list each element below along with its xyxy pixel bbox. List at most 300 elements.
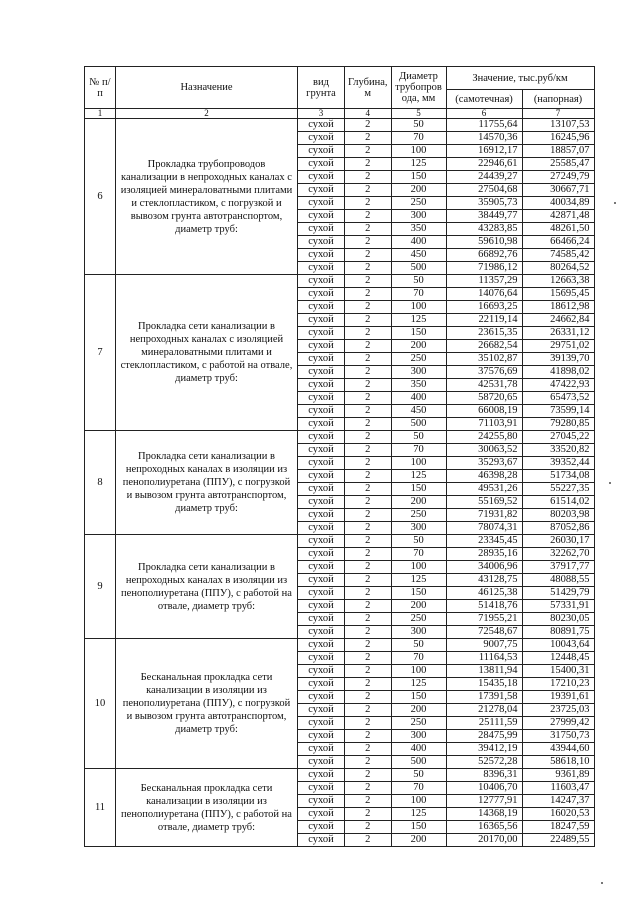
soil-cell: сухой — [298, 444, 345, 457]
diameter-cell: 400 — [391, 236, 446, 249]
gravity-value-cell: 51418,76 — [446, 600, 522, 613]
diameter-cell: 150 — [391, 171, 446, 184]
depth-cell: 2 — [345, 821, 392, 834]
pressure-value-cell: 31750,73 — [522, 730, 594, 743]
table-body — [85, 119, 595, 847]
header-purpose: Назначение — [116, 67, 298, 109]
depth-cell: 2 — [345, 834, 392, 847]
soil-cell: сухой — [298, 821, 345, 834]
depth-cell: 2 — [345, 483, 392, 496]
group-description: Бесканальная прокладка сети канализации в изоляции из пенополиуретана (ППУ), с погрузкой и вывозом грунта автотранспортом, диаметр труб: — [116, 639, 298, 769]
gravity-value-cell: 46125,38 — [446, 587, 522, 600]
soil-cell: сухой — [298, 509, 345, 522]
depth-cell: 2 — [345, 418, 392, 431]
pressure-value-cell: 14247,37 — [522, 795, 594, 808]
diameter-cell: 70 — [391, 782, 446, 795]
gravity-value-cell: 55169,52 — [446, 496, 522, 509]
diameter-cell: 300 — [391, 210, 446, 223]
pressure-value-cell: 79280,85 — [522, 418, 594, 431]
diameter-cell: 100 — [391, 795, 446, 808]
diameter-cell: 70 — [391, 548, 446, 561]
soil-cell: сухой — [298, 574, 345, 587]
gravity-value-cell: 66892,76 — [446, 249, 522, 262]
header-soil: вид грунта — [298, 67, 345, 109]
soil-cell: сухой — [298, 769, 345, 782]
pressure-value-cell: 22489,55 — [522, 834, 594, 847]
gravity-value-cell: 71986,12 — [446, 262, 522, 275]
depth-cell: 2 — [345, 756, 392, 769]
pressure-value-cell: 12448,45 — [522, 652, 594, 665]
diameter-cell: 350 — [391, 379, 446, 392]
gravity-value-cell: 20170,00 — [446, 834, 522, 847]
gravity-value-cell: 39412,19 — [446, 743, 522, 756]
gravity-value-cell: 71955,21 — [446, 613, 522, 626]
soil-cell: сухой — [298, 678, 345, 691]
depth-cell: 2 — [345, 223, 392, 236]
diameter-cell: 350 — [391, 223, 446, 236]
gravity-value-cell: 43128,75 — [446, 574, 522, 587]
diameter-cell: 300 — [391, 366, 446, 379]
gravity-value-cell: 30063,52 — [446, 444, 522, 457]
gravity-value-cell: 43283,85 — [446, 223, 522, 236]
diameter-cell: 100 — [391, 665, 446, 678]
soil-cell: сухой — [298, 288, 345, 301]
depth-cell: 2 — [345, 678, 392, 691]
gravity-value-cell: 26682,54 — [446, 340, 522, 353]
header-gravity: (самотечная) — [446, 90, 522, 109]
soil-cell: сухой — [298, 561, 345, 574]
diameter-cell: 50 — [391, 535, 446, 548]
depth-cell: 2 — [345, 574, 392, 587]
soil-cell: сухой — [298, 314, 345, 327]
soil-cell: сухой — [298, 457, 345, 470]
column-number: 6 — [446, 109, 522, 119]
column-number: 2 — [116, 109, 298, 119]
soil-cell: сухой — [298, 743, 345, 756]
diameter-cell: 100 — [391, 561, 446, 574]
pressure-value-cell: 23725,03 — [522, 704, 594, 717]
depth-cell: 2 — [345, 587, 392, 600]
soil-cell: сухой — [298, 522, 345, 535]
depth-cell: 2 — [345, 158, 392, 171]
pressure-value-cell: 25585,47 — [522, 158, 594, 171]
diameter-cell: 250 — [391, 353, 446, 366]
depth-cell: 2 — [345, 288, 392, 301]
column-number: 3 — [298, 109, 345, 119]
gravity-value-cell: 8396,31 — [446, 769, 522, 782]
pressure-value-cell: 30667,71 — [522, 184, 594, 197]
soil-cell: сухой — [298, 587, 345, 600]
depth-cell: 2 — [345, 470, 392, 483]
soil-cell: сухой — [298, 639, 345, 652]
pressure-value-cell: 43944,60 — [522, 743, 594, 756]
gravity-value-cell: 22119,14 — [446, 314, 522, 327]
pressure-value-cell: 26030,17 — [522, 535, 594, 548]
diameter-cell: 200 — [391, 184, 446, 197]
diameter-cell: 100 — [391, 301, 446, 314]
soil-cell: сухой — [298, 171, 345, 184]
pressure-value-cell: 15400,31 — [522, 665, 594, 678]
depth-cell: 2 — [345, 249, 392, 262]
column-number: 1 — [85, 109, 116, 119]
diameter-cell: 250 — [391, 509, 446, 522]
diameter-cell: 150 — [391, 691, 446, 704]
group-number: 8 — [85, 431, 116, 535]
depth-cell: 2 — [345, 717, 392, 730]
gravity-value-cell: 24255,80 — [446, 431, 522, 444]
soil-cell: сухой — [298, 184, 345, 197]
header-row — [85, 67, 595, 90]
group-description: Бесканальная прокладка сети канализации в изоляции из пенополиуретана (ППУ), с работой на отвале, диаметр труб: — [116, 769, 298, 847]
gravity-value-cell: 28935,16 — [446, 548, 522, 561]
header-pressure: (напорная) — [522, 90, 594, 109]
soil-cell: сухой — [298, 808, 345, 821]
gravity-value-cell: 11357,29 — [446, 275, 522, 288]
pressure-value-cell: 33520,82 — [522, 444, 594, 457]
gravity-value-cell: 27504,68 — [446, 184, 522, 197]
table-row — [85, 119, 595, 132]
depth-cell: 2 — [345, 704, 392, 717]
gravity-value-cell: 23615,35 — [446, 327, 522, 340]
soil-cell: сухой — [298, 626, 345, 639]
soil-cell: сухой — [298, 249, 345, 262]
diameter-cell: 200 — [391, 834, 446, 847]
pressure-value-cell: 66466,24 — [522, 236, 594, 249]
pressure-value-cell: 19391,61 — [522, 691, 594, 704]
depth-cell: 2 — [345, 210, 392, 223]
diameter-cell: 500 — [391, 756, 446, 769]
depth-cell: 2 — [345, 561, 392, 574]
depth-cell: 2 — [345, 769, 392, 782]
soil-cell: сухой — [298, 197, 345, 210]
header-value: Значение, тыс.руб/км — [446, 67, 594, 90]
gravity-value-cell: 16912,17 — [446, 145, 522, 158]
soil-cell: сухой — [298, 795, 345, 808]
depth-cell: 2 — [345, 379, 392, 392]
soil-cell: сухой — [298, 431, 345, 444]
depth-cell: 2 — [345, 314, 392, 327]
gravity-value-cell: 71931,82 — [446, 509, 522, 522]
soil-cell: сухой — [298, 496, 345, 509]
pressure-value-cell: 73599,14 — [522, 405, 594, 418]
diameter-cell: 150 — [391, 483, 446, 496]
depth-cell: 2 — [345, 600, 392, 613]
soil-cell: сухой — [298, 145, 345, 158]
depth-cell: 2 — [345, 366, 392, 379]
soil-cell: сухой — [298, 782, 345, 795]
table-row — [85, 769, 595, 782]
depth-cell: 2 — [345, 730, 392, 743]
gravity-value-cell: 14570,36 — [446, 132, 522, 145]
depth-cell: 2 — [345, 405, 392, 418]
header-number: № п/п — [85, 67, 116, 109]
gravity-value-cell: 17391,58 — [446, 691, 522, 704]
depth-cell: 2 — [345, 795, 392, 808]
diameter-cell: 50 — [391, 119, 446, 132]
soil-cell: сухой — [298, 548, 345, 561]
soil-cell: сухой — [298, 353, 345, 366]
soil-cell: сухой — [298, 652, 345, 665]
depth-cell: 2 — [345, 691, 392, 704]
soil-cell: сухой — [298, 756, 345, 769]
gravity-value-cell: 9007,75 — [446, 639, 522, 652]
diameter-cell: 50 — [391, 275, 446, 288]
table-row — [85, 275, 595, 288]
group-number: 10 — [85, 639, 116, 769]
diameter-cell: 400 — [391, 743, 446, 756]
depth-cell: 2 — [345, 145, 392, 158]
gravity-value-cell: 35293,67 — [446, 457, 522, 470]
soil-cell: сухой — [298, 717, 345, 730]
depth-cell: 2 — [345, 626, 392, 639]
pressure-value-cell: 16020,53 — [522, 808, 594, 821]
diameter-cell: 70 — [391, 132, 446, 145]
gravity-value-cell: 72548,67 — [446, 626, 522, 639]
diameter-cell: 150 — [391, 821, 446, 834]
pressure-value-cell: 41898,02 — [522, 366, 594, 379]
soil-cell: сухой — [298, 262, 345, 275]
depth-cell: 2 — [345, 132, 392, 145]
group-description: Прокладка сети канализации в непроходных каналах в изоляции из пенополиуретана (ППУ), с погрузкой и вывозом грунта автотранспортом, диаметр труб: — [116, 431, 298, 535]
pressure-value-cell: 47422,93 — [522, 379, 594, 392]
header-depth: Глубина, м — [345, 67, 392, 109]
diameter-cell: 150 — [391, 327, 446, 340]
pressure-value-cell: 58618,10 — [522, 756, 594, 769]
depth-cell: 2 — [345, 340, 392, 353]
gravity-value-cell: 14368,19 — [446, 808, 522, 821]
gravity-value-cell: 42531,78 — [446, 379, 522, 392]
depth-cell: 2 — [345, 184, 392, 197]
scan-speck — [609, 482, 611, 484]
pressure-value-cell: 51734,08 — [522, 470, 594, 483]
pressure-value-cell: 32262,70 — [522, 548, 594, 561]
soil-cell: сухой — [298, 704, 345, 717]
soil-cell: сухой — [298, 366, 345, 379]
gravity-value-cell: 66008,19 — [446, 405, 522, 418]
table-row — [85, 535, 595, 548]
diameter-cell: 500 — [391, 262, 446, 275]
soil-cell: сухой — [298, 834, 345, 847]
diameter-cell: 300 — [391, 522, 446, 535]
group-number: 6 — [85, 119, 116, 275]
pressure-value-cell: 11603,47 — [522, 782, 594, 795]
table-row — [85, 639, 595, 652]
pressure-value-cell: 15695,45 — [522, 288, 594, 301]
depth-cell: 2 — [345, 535, 392, 548]
depth-cell: 2 — [345, 262, 392, 275]
diameter-cell: 125 — [391, 808, 446, 821]
depth-cell: 2 — [345, 743, 392, 756]
gravity-value-cell: 35102,87 — [446, 353, 522, 366]
depth-cell: 2 — [345, 457, 392, 470]
depth-cell: 2 — [345, 236, 392, 249]
soil-cell: сухой — [298, 483, 345, 496]
soil-cell: сухой — [298, 132, 345, 145]
pressure-value-cell: 18612,98 — [522, 301, 594, 314]
diameter-cell: 70 — [391, 288, 446, 301]
group-number: 9 — [85, 535, 116, 639]
diameter-cell: 200 — [391, 340, 446, 353]
depth-cell: 2 — [345, 613, 392, 626]
depth-cell: 2 — [345, 353, 392, 366]
gravity-value-cell: 46398,28 — [446, 470, 522, 483]
pressure-value-cell: 42871,48 — [522, 210, 594, 223]
soil-cell: сухой — [298, 275, 345, 288]
depth-cell: 2 — [345, 171, 392, 184]
pressure-value-cell: 80891,75 — [522, 626, 594, 639]
gravity-value-cell: 34006,96 — [446, 561, 522, 574]
column-number: 5 — [391, 109, 446, 119]
diameter-cell: 200 — [391, 600, 446, 613]
pressure-value-cell: 13107,53 — [522, 119, 594, 132]
gravity-value-cell: 38449,77 — [446, 210, 522, 223]
soil-cell: сухой — [298, 158, 345, 171]
depth-cell: 2 — [345, 652, 392, 665]
depth-cell: 2 — [345, 782, 392, 795]
diameter-cell: 125 — [391, 574, 446, 587]
gravity-value-cell: 14076,64 — [446, 288, 522, 301]
pressure-value-cell: 9361,89 — [522, 769, 594, 782]
diameter-cell: 50 — [391, 431, 446, 444]
diameter-cell: 125 — [391, 470, 446, 483]
soil-cell: сухой — [298, 405, 345, 418]
pressure-value-cell: 26331,12 — [522, 327, 594, 340]
depth-cell: 2 — [345, 509, 392, 522]
diameter-cell: 100 — [391, 145, 446, 158]
soil-cell: сухой — [298, 665, 345, 678]
pressure-value-cell: 10043,64 — [522, 639, 594, 652]
diameter-cell: 300 — [391, 626, 446, 639]
group-description: Прокладка сети канализации в непроходных каналах с изоляцией минераловатными плитами и стеклопластиком, с работой на отвале, диаметр труб: — [116, 275, 298, 431]
pressure-value-cell: 65473,52 — [522, 392, 594, 405]
diameter-cell: 70 — [391, 652, 446, 665]
soil-cell: сухой — [298, 210, 345, 223]
pressure-value-cell: 57331,91 — [522, 600, 594, 613]
soil-cell: сухой — [298, 418, 345, 431]
pressure-value-cell: 80264,52 — [522, 262, 594, 275]
gravity-value-cell: 16365,56 — [446, 821, 522, 834]
gravity-value-cell: 16693,25 — [446, 301, 522, 314]
soil-cell: сухой — [298, 340, 345, 353]
pressure-value-cell: 80203,98 — [522, 509, 594, 522]
pressure-value-cell: 40034,89 — [522, 197, 594, 210]
depth-cell: 2 — [345, 275, 392, 288]
pressure-value-cell: 39352,44 — [522, 457, 594, 470]
gravity-value-cell: 28475,99 — [446, 730, 522, 743]
gravity-value-cell: 22946,61 — [446, 158, 522, 171]
depth-cell: 2 — [345, 808, 392, 821]
depth-cell: 2 — [345, 119, 392, 132]
gravity-value-cell: 11164,53 — [446, 652, 522, 665]
gravity-value-cell: 10406,70 — [446, 782, 522, 795]
gravity-value-cell: 24439,27 — [446, 171, 522, 184]
gravity-value-cell: 12777,91 — [446, 795, 522, 808]
pressure-value-cell: 80230,05 — [522, 613, 594, 626]
diameter-cell: 125 — [391, 158, 446, 171]
gravity-value-cell: 23345,45 — [446, 535, 522, 548]
diameter-cell: 200 — [391, 496, 446, 509]
diameter-cell: 70 — [391, 444, 446, 457]
depth-cell: 2 — [345, 197, 392, 210]
soil-cell: сухой — [298, 379, 345, 392]
gravity-value-cell: 11755,64 — [446, 119, 522, 132]
soil-cell: сухой — [298, 392, 345, 405]
gravity-value-cell: 15435,18 — [446, 678, 522, 691]
depth-cell: 2 — [345, 301, 392, 314]
diameter-cell: 250 — [391, 717, 446, 730]
pressure-value-cell: 61514,02 — [522, 496, 594, 509]
diameter-cell: 50 — [391, 639, 446, 652]
pressure-value-cell: 24662,84 — [522, 314, 594, 327]
pressure-value-cell: 55227,35 — [522, 483, 594, 496]
gravity-value-cell: 52572,28 — [446, 756, 522, 769]
group-description: Прокладка трубопроводов канализации в непроходных каналах с изоляцией минераловатными плитами и стеклопластиком, с погрузкой и вывозом грунта автотранспортом, диаметр труб: — [116, 119, 298, 275]
scan-speck — [601, 882, 603, 884]
diameter-cell: 200 — [391, 704, 446, 717]
pressure-value-cell: 74585,42 — [522, 249, 594, 262]
depth-cell: 2 — [345, 496, 392, 509]
gravity-value-cell: 71103,91 — [446, 418, 522, 431]
depth-cell: 2 — [345, 522, 392, 535]
soil-cell: сухой — [298, 613, 345, 626]
diameter-cell: 450 — [391, 249, 446, 262]
gravity-value-cell: 49531,26 — [446, 483, 522, 496]
column-number: 7 — [522, 109, 594, 119]
pressure-value-cell: 18857,07 — [522, 145, 594, 158]
pressure-value-cell: 29751,02 — [522, 340, 594, 353]
soil-cell: сухой — [298, 691, 345, 704]
soil-cell: сухой — [298, 236, 345, 249]
soil-cell: сухой — [298, 119, 345, 132]
pressure-value-cell: 27045,22 — [522, 431, 594, 444]
soil-cell: сухой — [298, 535, 345, 548]
diameter-cell: 250 — [391, 197, 446, 210]
gravity-value-cell: 21278,04 — [446, 704, 522, 717]
soil-cell: сухой — [298, 470, 345, 483]
gravity-value-cell: 78074,31 — [446, 522, 522, 535]
gravity-value-cell: 25111,59 — [446, 717, 522, 730]
gravity-value-cell: 13811,94 — [446, 665, 522, 678]
group-description: Прокладка сети канализации в непроходных каналах в изоляции из пенополиуретана (ППУ), с работой на отвале, диаметр труб: — [116, 535, 298, 639]
depth-cell: 2 — [345, 431, 392, 444]
diameter-cell: 400 — [391, 392, 446, 405]
diameter-cell: 250 — [391, 613, 446, 626]
gravity-value-cell: 35905,73 — [446, 197, 522, 210]
gravity-value-cell: 37576,69 — [446, 366, 522, 379]
depth-cell: 2 — [345, 327, 392, 340]
column-number: 4 — [345, 109, 392, 119]
cost-table — [84, 66, 595, 847]
pressure-value-cell: 48261,50 — [522, 223, 594, 236]
depth-cell: 2 — [345, 548, 392, 561]
pressure-value-cell: 51429,79 — [522, 587, 594, 600]
pressure-value-cell: 17210,23 — [522, 678, 594, 691]
diameter-cell: 50 — [391, 769, 446, 782]
group-number: 11 — [85, 769, 116, 847]
gravity-value-cell: 58720,65 — [446, 392, 522, 405]
diameter-cell: 100 — [391, 457, 446, 470]
diameter-cell: 500 — [391, 418, 446, 431]
diameter-cell: 125 — [391, 678, 446, 691]
group-number: 7 — [85, 275, 116, 431]
pressure-value-cell: 12663,38 — [522, 275, 594, 288]
diameter-cell: 300 — [391, 730, 446, 743]
pressure-value-cell: 27249,79 — [522, 171, 594, 184]
soil-cell: сухой — [298, 600, 345, 613]
soil-cell: сухой — [298, 730, 345, 743]
soil-cell: сухой — [298, 327, 345, 340]
pressure-value-cell: 39139,70 — [522, 353, 594, 366]
